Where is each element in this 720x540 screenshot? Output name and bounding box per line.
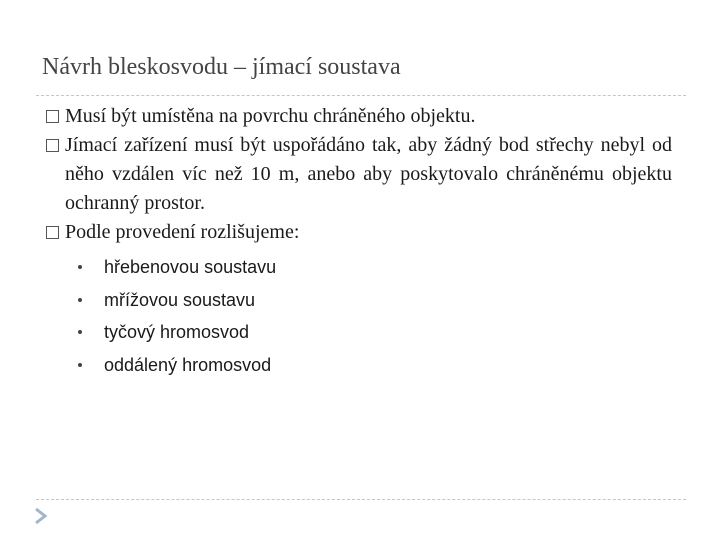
sub-bullet-text: tyčový hromosvod [104,322,250,342]
dot-icon [78,363,82,367]
checkbox-icon [46,110,59,123]
bullet-text: Podle provedení rozlišujeme: [65,221,300,243]
bullet-text: Musí být umístěna na povrchu chráněného objektu. [65,105,476,127]
dot-icon [78,298,82,302]
dot-icon [78,265,82,269]
sub-bullet-text: oddálený hromosvod [104,354,272,375]
bullet-list [46,102,672,381]
sub-bullet-text: mřížovou soustavu [104,289,256,310]
next-slide-arrow-icon[interactable] [34,507,48,525]
sub-bullet-item [65,284,672,317]
sub-bullet-text: hřebenovou soustavu [104,257,277,277]
sub-bullet-list [65,251,672,381]
slide-title: Návrh bleskosvodu – jímací soustava [42,54,401,80]
bullet-text: Jímací zařízení musí být uspořádáno tak, aby žádný bod střechy nebyl od něho vzdálen víc než 10 m, anebo aby poskytovalo chráněnému objektu ochranný prostor. [65,134,672,214]
sub-bullet-item [65,316,672,349]
bullet-item [46,131,672,218]
bottom-divider [36,499,686,500]
top-divider [36,95,686,96]
bullet-item [46,218,672,381]
checkbox-icon [46,226,59,239]
sub-bullet-item [65,349,672,382]
dot-icon [78,330,82,334]
checkbox-icon [46,139,59,152]
bullet-item [46,102,672,131]
sub-bullet-item [65,251,672,284]
